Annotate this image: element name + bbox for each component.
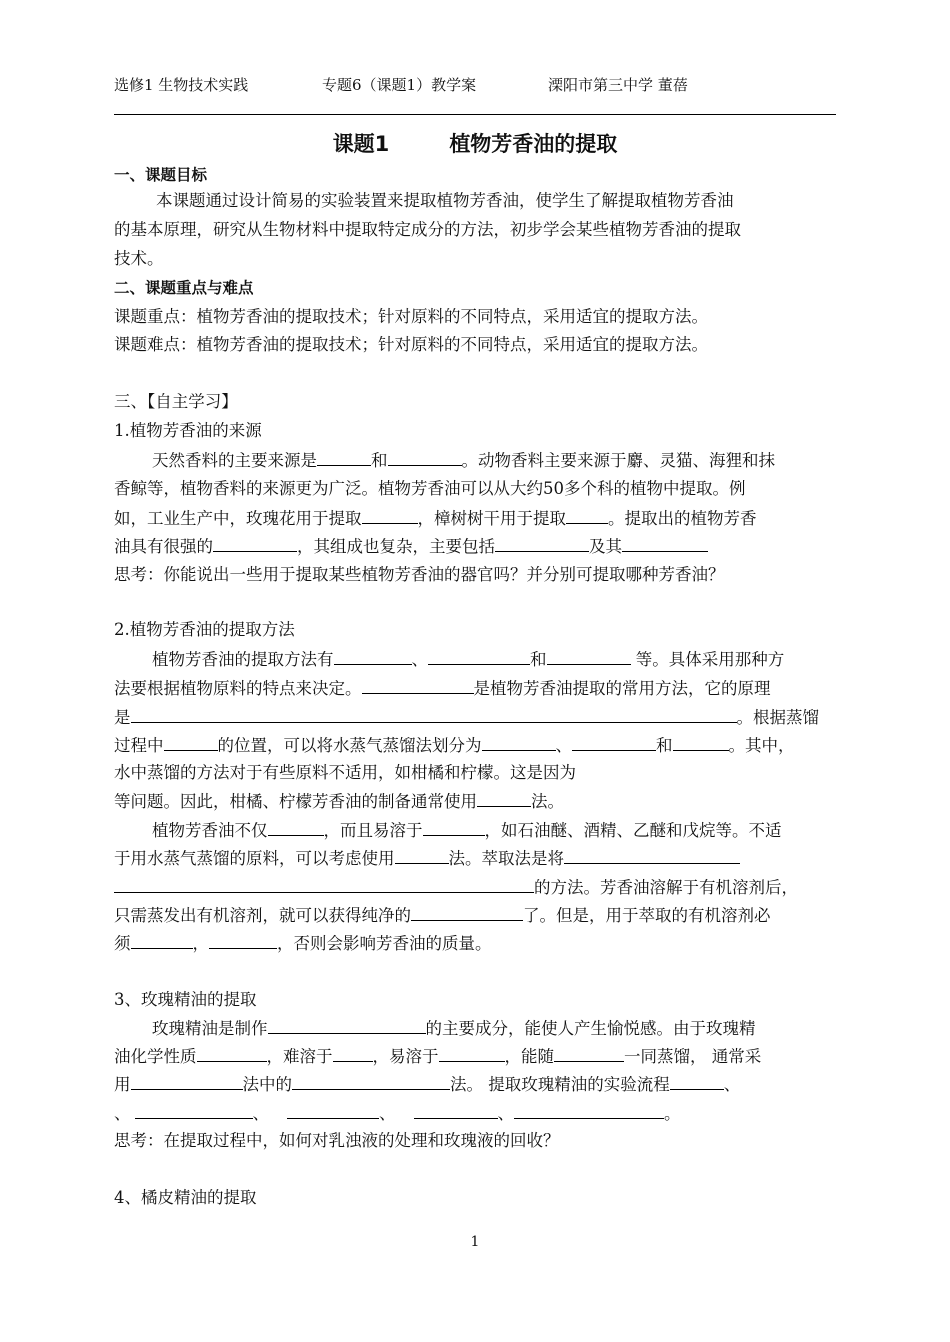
think-question: 思考：在提取过程中，如何对乳浊液的处理和玫瑰液的回收？ xyxy=(114,1131,560,1150)
header-course: 选修1 生物技术实践 xyxy=(114,76,249,94)
section-2-heading: 二、课题重点与难点 xyxy=(114,279,254,297)
fill-blank[interactable] xyxy=(670,1072,724,1090)
paragraph-line: 是 。根据蒸馏 xyxy=(114,705,850,730)
difficulty-line: 课题难点：植物芳香油的提取技术；针对原料的不同特点，采用适宜的提取方法。 xyxy=(114,335,708,354)
header-rule xyxy=(114,114,836,115)
page-number: 1 xyxy=(470,1234,480,1250)
think-question: 思考：你能说出一些用于提取某些植物芳香油的器官吗？并分别可提取哪种芳香油？ xyxy=(114,565,725,584)
fill-blank[interactable] xyxy=(131,1072,243,1090)
paragraph-line: 玫瑰精油是制作 的主要成分，能使人产生愉悦感。由于玫瑰精 xyxy=(152,1016,888,1041)
fill-blank[interactable] xyxy=(209,931,277,949)
fill-blank[interactable] xyxy=(197,1044,267,1062)
paragraph-line: 法要根据植物原料的特点来决定。 是植物芳香油提取的常用方法，它的原理 xyxy=(114,676,850,701)
fill-blank[interactable] xyxy=(268,1016,426,1034)
subsection-1-title: 1.植物芳香油的来源 xyxy=(114,421,262,440)
paragraph-line: 、 、 、 、 。 xyxy=(114,1101,850,1126)
fill-blank[interactable] xyxy=(547,647,631,665)
fill-blank[interactable] xyxy=(395,846,449,864)
fill-blank[interactable] xyxy=(114,875,534,893)
section-3-heading: 三、【自主学习】 xyxy=(114,392,238,411)
paragraph-line: 只需蒸发出有机溶剂，就可以获得纯净的 了。但是，用于萃取的有机溶剂必 xyxy=(114,903,850,928)
title-number: 课题1 xyxy=(332,132,390,156)
fill-blank[interactable] xyxy=(287,1101,379,1119)
paragraph-line: 等问题。因此，柑橘、柠檬芳香油的制备通常使用 法。 xyxy=(114,789,850,814)
fill-blank[interactable] xyxy=(334,647,412,665)
paragraph-line: 须 ， ，否则会影响芳香油的质量。 xyxy=(114,931,850,956)
fill-blank[interactable] xyxy=(292,1072,450,1090)
fill-blank[interactable] xyxy=(428,647,530,665)
fill-blank[interactable] xyxy=(423,818,485,836)
fill-blank[interactable] xyxy=(564,846,740,864)
paragraph-line: 过程中 的位置，可以将水蒸气蒸馏法划分为 、 和 。其中， xyxy=(114,733,850,758)
fill-blank[interactable] xyxy=(333,1044,373,1062)
paragraph-line: 水中蒸馏的方法对于有些原料不适用，如柑橘和柠檬。这是因为 xyxy=(114,763,576,782)
fill-blank[interactable] xyxy=(164,733,218,751)
header-school: 溧阳市第三中学 董蓓 xyxy=(548,76,688,94)
fill-blank[interactable] xyxy=(439,1044,505,1062)
fill-blank[interactable] xyxy=(514,1101,664,1119)
fill-blank[interactable] xyxy=(131,705,737,723)
fill-blank[interactable] xyxy=(554,1044,624,1062)
fill-blank[interactable] xyxy=(388,448,462,466)
paragraph-line: 本课题通过设计简易的实验装置来提取植物芳香油，使学生了解提取植物芳香油 xyxy=(156,191,734,210)
paragraph-line: 油化学性质 ，难溶于 ，易溶于 ，能随 一同蒸馏， 通常采 xyxy=(114,1044,850,1069)
paragraph-line: 的基本原理，研究从生物材料中提取特定成分的方法，初步学会某些植物芳香油的提取 xyxy=(114,220,741,239)
fill-blank[interactable] xyxy=(495,534,589,552)
paragraph-line: 于用水蒸气蒸馏的原料，可以考虑使用 法。萃取法是将 xyxy=(114,846,850,871)
subsection-2-title: 2.植物芳香油的提取方法 xyxy=(114,620,295,639)
key-point-line: 课题重点：植物芳香油的提取技术；针对原料的不同特点，采用适宜的提取方法。 xyxy=(114,307,708,326)
fill-blank[interactable] xyxy=(572,733,656,751)
subsection-4-title: 4、橘皮精油的提取 xyxy=(114,1188,257,1207)
paragraph-line: 的方法。芳香油溶解于有机溶剂后， xyxy=(114,875,850,900)
fill-blank[interactable] xyxy=(213,534,297,552)
fill-blank[interactable] xyxy=(482,733,556,751)
paragraph-line: 如，工业生产中，玫瑰花用于提取 ，樟树树干用于提取 。提取出的植物芳香 xyxy=(114,506,850,531)
fill-blank[interactable] xyxy=(268,818,324,836)
fill-blank[interactable] xyxy=(362,676,474,694)
paragraph-line: 植物芳香油的提取方法有 、 和 等。具体采用那种方 xyxy=(152,647,888,672)
fill-blank[interactable] xyxy=(414,1101,498,1119)
header-topic: 专题6（课题1）教学案 xyxy=(322,76,477,94)
fill-blank[interactable] xyxy=(411,903,523,921)
fill-blank[interactable] xyxy=(622,534,708,552)
paragraph-line: 香鲸等，植物香料的来源更为广泛。植物芳香油可以从大约50多个科的植物中提取。例 xyxy=(114,479,746,498)
fill-blank[interactable] xyxy=(566,506,608,524)
paragraph-line: 天然香料的主要来源是 和 。动物香料主要来源于麝、灵猫、海狸和抹 xyxy=(152,448,888,473)
title-text: 植物芳香油的提取 xyxy=(449,132,618,156)
page-title xyxy=(114,128,836,158)
fill-blank[interactable] xyxy=(135,1101,253,1119)
fill-blank[interactable] xyxy=(131,931,193,949)
fill-blank[interactable] xyxy=(362,506,418,524)
section-1-heading: 一、课题目标 xyxy=(114,166,208,184)
paragraph-line: 油具有很强的 ，其组成也复杂，主要包括 及其 xyxy=(114,534,850,559)
paragraph-line: 用 法中的 法。 提取玫瑰精油的实验流程 、 xyxy=(114,1072,850,1097)
paragraph-line: 技术。 xyxy=(114,249,164,268)
fill-blank[interactable] xyxy=(477,789,531,807)
paragraph-line: 植物芳香油不仅 ，而且易溶于 ，如石油醚、酒精、乙醚和戊烷等。不适 xyxy=(152,818,888,843)
fill-blank[interactable] xyxy=(673,733,729,751)
fill-blank[interactable] xyxy=(317,448,371,466)
subsection-3-title: 3、玫瑰精油的提取 xyxy=(114,990,257,1009)
